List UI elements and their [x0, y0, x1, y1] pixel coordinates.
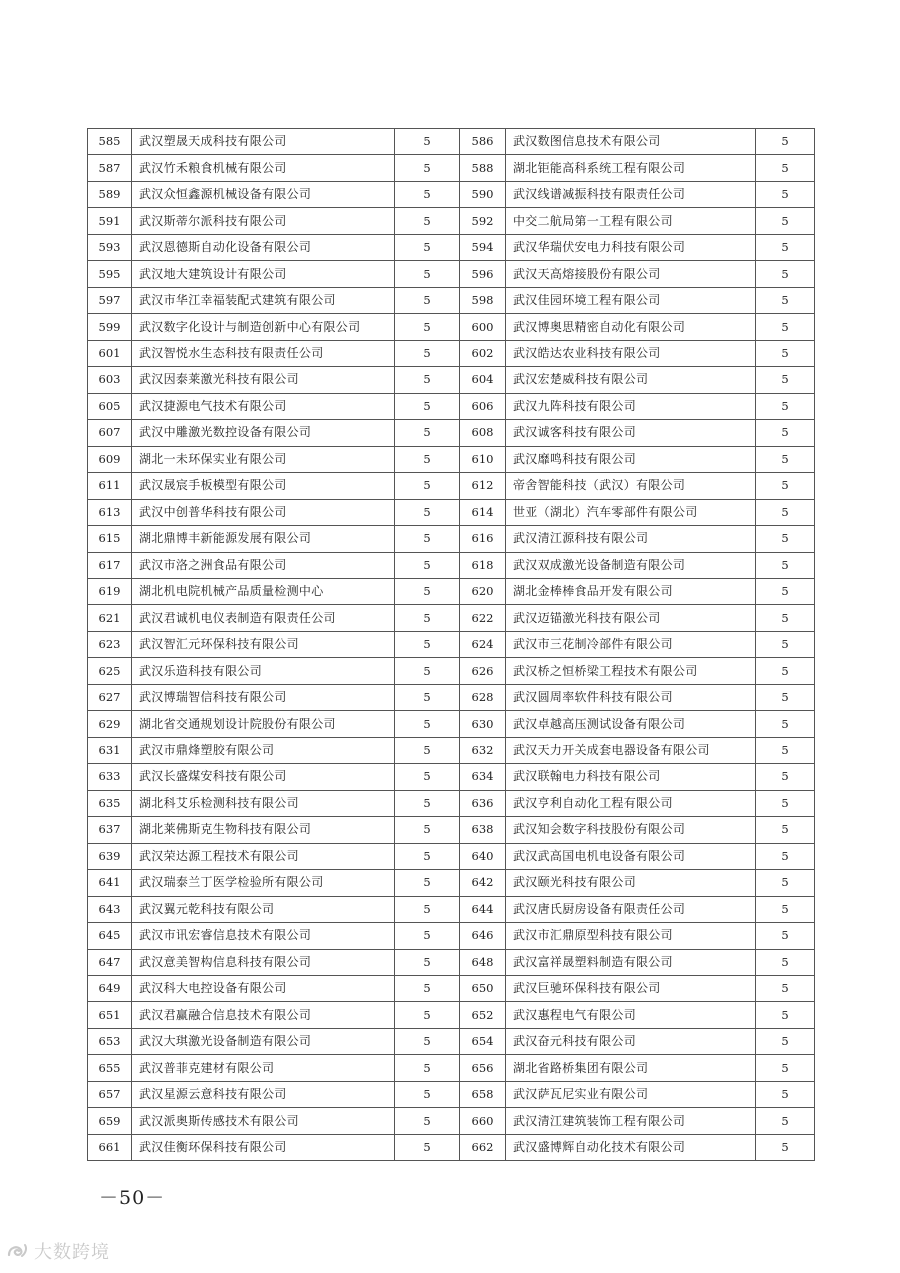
row-number-right: 656: [460, 1055, 506, 1081]
company-name-left: 武汉普菲克建材有限公司: [132, 1055, 395, 1081]
score-left: 5: [395, 499, 460, 525]
row-number-right: 594: [460, 234, 506, 260]
table-row: [88, 1028, 815, 1054]
table-row: [88, 1108, 815, 1134]
score-left: 5: [395, 790, 460, 816]
company-name-right: 湖北钜能高科系统工程有限公司: [506, 155, 756, 181]
row-number-right: 610: [460, 446, 506, 472]
table-row: [88, 923, 815, 949]
company-name-right: 武汉知会数字科技股份有限公司: [506, 817, 756, 843]
row-number-left: 603: [88, 367, 132, 393]
watermark-text: 大数跨境: [34, 1242, 110, 1263]
row-number-left: 641: [88, 870, 132, 896]
score-left: 5: [395, 340, 460, 366]
score-right: 5: [756, 578, 815, 604]
table-row: [88, 446, 815, 472]
row-number-right: 586: [460, 129, 506, 155]
row-number-right: 648: [460, 949, 506, 975]
company-name-left: 武汉捷源电气技术有限公司: [132, 393, 395, 419]
score-right: 5: [756, 393, 815, 419]
table-row: [88, 393, 815, 419]
score-right: 5: [756, 711, 815, 737]
row-number-left: 647: [88, 949, 132, 975]
row-number-right: 620: [460, 578, 506, 604]
score-right: 5: [756, 870, 815, 896]
company-name-left: 武汉智悦水生态科技有限责任公司: [132, 340, 395, 366]
company-name-left: 武汉中创普华科技有限公司: [132, 499, 395, 525]
score-left: 5: [395, 420, 460, 446]
table-row: [88, 208, 815, 234]
page-number: －50－: [99, 1187, 166, 1209]
score-right: 5: [756, 420, 815, 446]
row-number-left: 639: [88, 843, 132, 869]
score-right: 5: [756, 684, 815, 710]
row-number-left: 593: [88, 234, 132, 260]
company-name-right: 武汉卓越高压测试设备有限公司: [506, 711, 756, 737]
score-left: 5: [395, 181, 460, 207]
row-number-right: 650: [460, 976, 506, 1002]
row-number-left: 597: [88, 287, 132, 313]
row-number-left: 625: [88, 658, 132, 684]
score-left: 5: [395, 155, 460, 181]
score-left: 5: [395, 1081, 460, 1107]
row-number-left: 637: [88, 817, 132, 843]
company-name-left: 湖北省交通规划设计院股份有限公司: [132, 711, 395, 737]
row-number-left: 623: [88, 631, 132, 657]
score-right: 5: [756, 976, 815, 1002]
score-right: 5: [756, 1028, 815, 1054]
score-right: 5: [756, 737, 815, 763]
row-number-right: 604: [460, 367, 506, 393]
score-left: 5: [395, 367, 460, 393]
score-left: 5: [395, 737, 460, 763]
table-body: [88, 129, 815, 1161]
company-name-right: 武汉惠程电气有限公司: [506, 1002, 756, 1028]
score-left: 5: [395, 949, 460, 975]
score-left: 5: [395, 870, 460, 896]
score-left: 5: [395, 208, 460, 234]
score-right: 5: [756, 552, 815, 578]
score-right: 5: [756, 155, 815, 181]
row-number-left: 607: [88, 420, 132, 446]
company-name-right: 武汉亨利自动化工程有限公司: [506, 790, 756, 816]
score-right: 5: [756, 499, 815, 525]
table-row: [88, 420, 815, 446]
row-number-right: 658: [460, 1081, 506, 1107]
row-number-right: 652: [460, 1002, 506, 1028]
row-number-left: 587: [88, 155, 132, 181]
company-name-right: 武汉武高国电机电设备有限公司: [506, 843, 756, 869]
score-right: 5: [756, 605, 815, 631]
score-right: 5: [756, 526, 815, 552]
row-number-left: 657: [88, 1081, 132, 1107]
row-number-right: 596: [460, 261, 506, 287]
row-number-left: 617: [88, 552, 132, 578]
table-row: [88, 261, 815, 287]
score-right: 5: [756, 181, 815, 207]
row-number-right: 636: [460, 790, 506, 816]
score-right: 5: [756, 631, 815, 657]
company-name-right: 帝舍智能科技（武汉）有限公司: [506, 473, 756, 499]
row-number-left: 591: [88, 208, 132, 234]
row-number-left: 609: [88, 446, 132, 472]
row-number-left: 605: [88, 393, 132, 419]
row-number-left: 629: [88, 711, 132, 737]
table-row: [88, 870, 815, 896]
company-name-left: 湖北鼎博丰新能源发展有限公司: [132, 526, 395, 552]
company-name-right: 武汉博奥思精密自动化有限公司: [506, 314, 756, 340]
table-row: [88, 658, 815, 684]
company-name-right: 武汉九阵科技有限公司: [506, 393, 756, 419]
row-number-right: 606: [460, 393, 506, 419]
row-number-right: 612: [460, 473, 506, 499]
row-number-left: 601: [88, 340, 132, 366]
company-name-left: 武汉星源云意科技有限公司: [132, 1081, 395, 1107]
table-row: [88, 287, 815, 313]
company-name-left: 武汉市讯宏睿信息技术有限公司: [132, 923, 395, 949]
table-row: [88, 155, 815, 181]
score-left: 5: [395, 764, 460, 790]
company-name-left: 武汉恩德斯自动化设备有限公司: [132, 234, 395, 260]
score-left: 5: [395, 393, 460, 419]
company-name-left: 武汉乐造科技有限公司: [132, 658, 395, 684]
watermark: [6, 1238, 110, 1264]
score-left: 5: [395, 976, 460, 1002]
row-number-right: 624: [460, 631, 506, 657]
company-name-right: 世亚（湖北）汽车零部件有限公司: [506, 499, 756, 525]
table-row: [88, 552, 815, 578]
logo-swirl-icon: [6, 1241, 30, 1261]
score-left: 5: [395, 658, 460, 684]
score-right: 5: [756, 1134, 815, 1160]
company-name-left: 湖北一未环保实业有限公司: [132, 446, 395, 472]
table-row: [88, 473, 815, 499]
table-row: [88, 790, 815, 816]
row-number-right: 626: [460, 658, 506, 684]
score-right: 5: [756, 208, 815, 234]
score-left: 5: [395, 631, 460, 657]
table-row: [88, 896, 815, 922]
row-number-right: 598: [460, 287, 506, 313]
table-row: [88, 1134, 815, 1160]
company-name-left: 武汉荣达源工程技术有限公司: [132, 843, 395, 869]
row-number-right: 592: [460, 208, 506, 234]
table-row: [88, 764, 815, 790]
table-row: [88, 314, 815, 340]
company-name-right: 武汉佳园环境工程有限公司: [506, 287, 756, 313]
row-number-left: 643: [88, 896, 132, 922]
company-table: [87, 128, 815, 1161]
company-name-right: 武汉诚客科技有限公司: [506, 420, 756, 446]
company-name-left: 武汉君赢融合信息技术有限公司: [132, 1002, 395, 1028]
company-name-right: 武汉圆周率软件科技有限公司: [506, 684, 756, 710]
score-left: 5: [395, 314, 460, 340]
score-right: 5: [756, 1055, 815, 1081]
score-right: 5: [756, 843, 815, 869]
company-name-right: 中交二航局第一工程有限公司: [506, 208, 756, 234]
row-number-left: 621: [88, 605, 132, 631]
row-number-right: 634: [460, 764, 506, 790]
table-row: [88, 578, 815, 604]
score-right: 5: [756, 764, 815, 790]
company-name-right: 武汉华瑞伏安电力科技有限公司: [506, 234, 756, 260]
company-name-left: 武汉中雕激光数控设备有限公司: [132, 420, 395, 446]
row-number-right: 628: [460, 684, 506, 710]
company-name-right: 武汉宏楚威科技有限公司: [506, 367, 756, 393]
table-row: [88, 631, 815, 657]
score-right: 5: [756, 446, 815, 472]
score-right: 5: [756, 790, 815, 816]
company-name-left: 武汉博瑞智信科技有限公司: [132, 684, 395, 710]
company-name-right: 武汉线谱减振科技有限责任公司: [506, 181, 756, 207]
score-right: 5: [756, 1081, 815, 1107]
row-number-right: 660: [460, 1108, 506, 1134]
row-number-right: 654: [460, 1028, 506, 1054]
company-name-left: 武汉长盛煤安科技有限公司: [132, 764, 395, 790]
score-left: 5: [395, 1002, 460, 1028]
score-right: 5: [756, 340, 815, 366]
company-name-right: 武汉联翰电力科技有限公司: [506, 764, 756, 790]
company-name-left: 武汉智汇元环保科技有限公司: [132, 631, 395, 657]
table-row: [88, 711, 815, 737]
table-row: [88, 737, 815, 763]
row-number-left: 655: [88, 1055, 132, 1081]
row-number-right: 602: [460, 340, 506, 366]
score-left: 5: [395, 896, 460, 922]
company-name-left: 武汉晟宸手板模型有限公司: [132, 473, 395, 499]
company-name-left: 武汉翼元乾科技有限公司: [132, 896, 395, 922]
row-number-right: 618: [460, 552, 506, 578]
company-name-right: 武汉迈锚激光科技有限公司: [506, 605, 756, 631]
score-left: 5: [395, 578, 460, 604]
table-row: [88, 684, 815, 710]
row-number-left: 659: [88, 1108, 132, 1134]
table-row: [88, 129, 815, 155]
table-row: [88, 1081, 815, 1107]
row-number-right: 622: [460, 605, 506, 631]
table-row: [88, 605, 815, 631]
company-name-right: 武汉市三花制冷部件有限公司: [506, 631, 756, 657]
row-number-left: 649: [88, 976, 132, 1002]
score-right: 5: [756, 287, 815, 313]
score-left: 5: [395, 129, 460, 155]
company-name-left: 武汉佳衡环保科技有限公司: [132, 1134, 395, 1160]
row-number-right: 590: [460, 181, 506, 207]
row-number-left: 619: [88, 578, 132, 604]
score-left: 5: [395, 1028, 460, 1054]
row-number-left: 651: [88, 1002, 132, 1028]
row-number-right: 638: [460, 817, 506, 843]
row-number-right: 644: [460, 896, 506, 922]
row-number-left: 653: [88, 1028, 132, 1054]
company-name-right: 武汉富祥晟塑料制造有限公司: [506, 949, 756, 975]
score-right: 5: [756, 817, 815, 843]
score-left: 5: [395, 287, 460, 313]
table-row: [88, 526, 815, 552]
company-name-right: 武汉盛博辉自动化技术有限公司: [506, 1134, 756, 1160]
table-row: [88, 949, 815, 975]
company-name-left: 武汉市华江幸福装配式建筑有限公司: [132, 287, 395, 313]
company-name-left: 武汉地大建筑设计有限公司: [132, 261, 395, 287]
score-right: 5: [756, 129, 815, 155]
company-name-right: 武汉颐光科技有限公司: [506, 870, 756, 896]
score-right: 5: [756, 1108, 815, 1134]
company-name-right: 武汉数图信息技术有限公司: [506, 129, 756, 155]
row-number-left: 595: [88, 261, 132, 287]
table-row: [88, 976, 815, 1002]
company-name-left: 武汉市鼎烽塑胶有限公司: [132, 737, 395, 763]
table-row: [88, 340, 815, 366]
company-name-left: 武汉科大电控设备有限公司: [132, 976, 395, 1002]
score-left: 5: [395, 843, 460, 869]
score-right: 5: [756, 314, 815, 340]
row-number-right: 588: [460, 155, 506, 181]
company-name-left: 武汉意美智构信息科技有限公司: [132, 949, 395, 975]
company-name-right: 武汉皓达农业科技有限公司: [506, 340, 756, 366]
company-name-left: 武汉瑞泰兰丁医学检验所有限公司: [132, 870, 395, 896]
row-number-left: 615: [88, 526, 132, 552]
row-number-right: 662: [460, 1134, 506, 1160]
score-left: 5: [395, 473, 460, 499]
score-left: 5: [395, 234, 460, 260]
company-name-left: 武汉因泰莱激光科技有限公司: [132, 367, 395, 393]
score-right: 5: [756, 923, 815, 949]
company-name-left: 湖北莱佛斯克生物科技有限公司: [132, 817, 395, 843]
company-name-right: 武汉桥之恒桥梁工程技术有限公司: [506, 658, 756, 684]
company-name-right: 武汉双成激光设备制造有限公司: [506, 552, 756, 578]
table-row: [88, 817, 815, 843]
score-right: 5: [756, 367, 815, 393]
company-name-right: 武汉唐氏厨房设备有限责任公司: [506, 896, 756, 922]
row-number-right: 646: [460, 923, 506, 949]
score-left: 5: [395, 817, 460, 843]
company-name-left: 武汉君诚机电仪表制造有限责任公司: [132, 605, 395, 631]
company-name-right: 武汉市汇鼎原型科技有限公司: [506, 923, 756, 949]
company-name-left: 武汉派奥斯传感技术有限公司: [132, 1108, 395, 1134]
row-number-left: 589: [88, 181, 132, 207]
company-name-right: 武汉清江源科技有限公司: [506, 526, 756, 552]
score-left: 5: [395, 261, 460, 287]
company-name-left: 武汉斯蒂尔派科技有限公司: [132, 208, 395, 234]
table-row: [88, 181, 815, 207]
row-number-right: 616: [460, 526, 506, 552]
row-number-right: 614: [460, 499, 506, 525]
company-name-left: 武汉众恒鑫源机械设备有限公司: [132, 181, 395, 207]
score-left: 5: [395, 526, 460, 552]
company-name-left: 武汉塑晟天成科技有限公司: [132, 129, 395, 155]
row-number-left: 585: [88, 129, 132, 155]
company-name-left: 武汉竹禾粮食机械有限公司: [132, 155, 395, 181]
score-right: 5: [756, 658, 815, 684]
score-left: 5: [395, 923, 460, 949]
row-number-left: 631: [88, 737, 132, 763]
company-name-right: 武汉靡鸣科技有限公司: [506, 446, 756, 472]
score-left: 5: [395, 446, 460, 472]
company-name-right: 武汉萨瓦尼实业有限公司: [506, 1081, 756, 1107]
row-number-left: 661: [88, 1134, 132, 1160]
score-right: 5: [756, 473, 815, 499]
company-name-right: 武汉奋元科技有限公司: [506, 1028, 756, 1054]
company-name-right: 武汉天力开关成套电器设备有限公司: [506, 737, 756, 763]
score-left: 5: [395, 1108, 460, 1134]
score-left: 5: [395, 605, 460, 631]
score-right: 5: [756, 261, 815, 287]
row-number-right: 608: [460, 420, 506, 446]
table-row: [88, 499, 815, 525]
score-left: 5: [395, 711, 460, 737]
row-number-left: 611: [88, 473, 132, 499]
row-number-left: 635: [88, 790, 132, 816]
score-right: 5: [756, 896, 815, 922]
row-number-left: 613: [88, 499, 132, 525]
row-number-right: 640: [460, 843, 506, 869]
row-number-right: 600: [460, 314, 506, 340]
company-name-left: 湖北科艾乐检测科技有限公司: [132, 790, 395, 816]
company-name-right: 湖北金棒棒食品开发有限公司: [506, 578, 756, 604]
company-name-right: 武汉巨驰环保科技有限公司: [506, 976, 756, 1002]
company-name-left: 武汉大琪激光设备制造有限公司: [132, 1028, 395, 1054]
company-name-right: 湖北省路桥集团有限公司: [506, 1055, 756, 1081]
table-row: [88, 1055, 815, 1081]
score-right: 5: [756, 234, 815, 260]
row-number-left: 627: [88, 684, 132, 710]
score-right: 5: [756, 949, 815, 975]
row-number-left: 599: [88, 314, 132, 340]
row-number-right: 630: [460, 711, 506, 737]
score-left: 5: [395, 1134, 460, 1160]
table-row: [88, 234, 815, 260]
table-row: [88, 843, 815, 869]
score-left: 5: [395, 1055, 460, 1081]
row-number-left: 645: [88, 923, 132, 949]
company-name-left: 武汉数字化设计与制造创新中心有限公司: [132, 314, 395, 340]
company-name-left: 湖北机电院机械产品质量检测中心: [132, 578, 395, 604]
company-name-right: 武汉清江建筑装饰工程有限公司: [506, 1108, 756, 1134]
score-left: 5: [395, 684, 460, 710]
table-row: [88, 1002, 815, 1028]
company-name-left: 武汉市洛之洲食品有限公司: [132, 552, 395, 578]
row-number-left: 633: [88, 764, 132, 790]
company-name-right: 武汉天高熔接股份有限公司: [506, 261, 756, 287]
score-left: 5: [395, 552, 460, 578]
score-right: 5: [756, 1002, 815, 1028]
row-number-right: 632: [460, 737, 506, 763]
row-number-right: 642: [460, 870, 506, 896]
table-row: [88, 367, 815, 393]
